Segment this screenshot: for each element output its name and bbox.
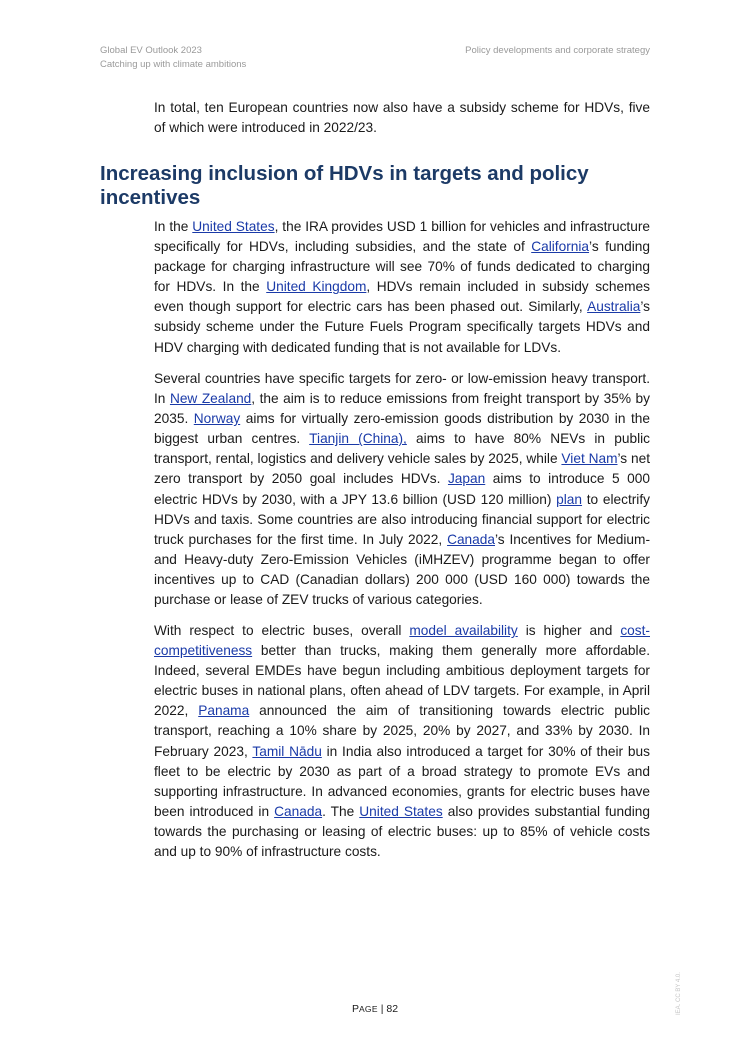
text-run: In the bbox=[154, 219, 193, 234]
text-run: ’s funding package for charging infrastructure will see 70% of funds dedicated to charging for HDVs. In the bbox=[154, 239, 650, 295]
link-australia[interactable]: Australia bbox=[587, 299, 641, 315]
text-run: is higher and bbox=[517, 623, 621, 638]
text-run: ’s Incentives for Medium- and Heavy-duty Zero-Emission Vehicles (iMHZEV) programme began to offer incentives up to CAD (Canadian dollars) 200 000 (USD 160 000) towards the purchase or lease of ZEV trucks of various categories. bbox=[154, 531, 650, 608]
text-run: Several countries have specific targets for zero- or low-emission heavy transport. In bbox=[154, 371, 650, 407]
header-report-subtitle: Catching up with climate ambitions bbox=[100, 59, 247, 70]
link-viet-nam[interactable]: Viet Nam bbox=[561, 451, 618, 467]
running-header bbox=[100, 44, 650, 72]
page-separator: | bbox=[377, 1003, 387, 1015]
intro-paragraph: In total, ten European countries now also have a subsidy scheme for HDVs, five of which were introduced in 2022/23. bbox=[154, 100, 650, 136]
header-chapter-title: Policy developments and corporate strategy bbox=[465, 45, 650, 56]
link-norway[interactable]: Norway bbox=[193, 411, 241, 427]
text-run: ’s net zero transport by 2050 goal includes HDVs. bbox=[154, 451, 651, 487]
text-run: , HDVs remain included in subsidy schemes even though support for electric cars has been phased out. Similarly, bbox=[154, 279, 650, 315]
section-heading: Increasing inclusion of HDVs in targets and policy incentives bbox=[100, 162, 589, 209]
page-label-initial: P bbox=[351, 1003, 359, 1015]
text-run: aims to have 80% NEVs in public transport, rental, logistics and delivery vehicle sales by 2025, while bbox=[154, 431, 650, 467]
text-run: in India also introduced a target for 30% of their bus fleet to be electric by 2030 as part of a broad strategy to promote EVs and supporting infrastructure. In advanced economies, grants for electric buses have been introduced in bbox=[154, 743, 650, 819]
text-run: also provides substantial funding towards the purchasing or leasing of electric buses: up to 85% of vehicle costs and up to 90% of infrastructure costs. bbox=[154, 803, 650, 860]
link-model-availability[interactable]: model availability bbox=[409, 623, 518, 638]
text-run: to electrify HDVs and taxis. Some countries are also introducing financial support for electric truck purchases for the first time. In July 2022, bbox=[154, 491, 650, 547]
link-canada[interactable]: Canada bbox=[447, 531, 496, 547]
text-run: ’s subsidy scheme under the Future Fuels Program specifically targets HDVs and HDV charging with dedicated funding that is not available for LDVs. bbox=[154, 299, 650, 355]
link-panama[interactable]: Panama bbox=[198, 703, 250, 719]
page-label-rest: AGE bbox=[358, 1004, 378, 1014]
page-footer bbox=[0, 1003, 750, 1015]
license-note: IEA. CC BY 4.0. bbox=[676, 972, 682, 1015]
link-united-states-buses[interactable]: United States bbox=[359, 803, 443, 819]
paragraph-electric-buses bbox=[154, 621, 650, 862]
link-united-kingdom[interactable]: United Kingdom bbox=[266, 279, 367, 295]
text-run: . The bbox=[322, 803, 360, 819]
text-run: announced the aim of transitioning towards electric public transport, reaching a 10% share by 2025, 20% by 2027, and 33% by 2030. In February 2023, bbox=[154, 703, 650, 759]
text-run: better than trucks, making them generally more affordable. Indeed, several EMDEs have begun including ambitious deployment targets for electric buses in national plans, often ahead of LDV targets. For example, in April 2022, bbox=[154, 643, 650, 719]
text-run: aims to introduce 5 000 electric HDVs by 2030, with a JPY 13.6 billion (USD 120 million) bbox=[154, 471, 651, 507]
link-plan[interactable]: plan bbox=[556, 491, 583, 507]
text-run: With respect to electric buses, overall bbox=[154, 623, 410, 638]
text-run: , the IRA provides USD 1 billion for vehicles and infrastructure specifically for HDVs, including subsidies, and the state of bbox=[154, 219, 650, 255]
link-tianjin-china[interactable]: Tianjin (China), bbox=[309, 431, 407, 447]
link-california[interactable]: California bbox=[531, 239, 590, 255]
link-cost-competitiveness[interactable]: cost-competitiveness bbox=[154, 623, 650, 659]
header-report-title: Global EV Outlook 2023 bbox=[100, 45, 202, 56]
link-japan[interactable]: Japan bbox=[447, 471, 486, 487]
paragraph-hdv-funding bbox=[154, 217, 650, 358]
page-number: 82 bbox=[386, 1003, 399, 1015]
link-united-states[interactable]: United States bbox=[192, 219, 275, 234]
paragraph-heavy-transport-targets bbox=[154, 369, 650, 610]
text-run: aims for virtually zero-emission goods distribution by 2030 in the biggest urban centres. bbox=[154, 411, 650, 447]
link-new-zealand[interactable]: New Zealand bbox=[169, 391, 252, 407]
link-canada-grants[interactable]: Canada bbox=[274, 803, 323, 819]
text-run: , the aim is to reduce emissions from freight transport by 35% by 2035. bbox=[154, 391, 651, 427]
link-tamil-nadu[interactable]: Tamil Nādu bbox=[252, 743, 322, 759]
